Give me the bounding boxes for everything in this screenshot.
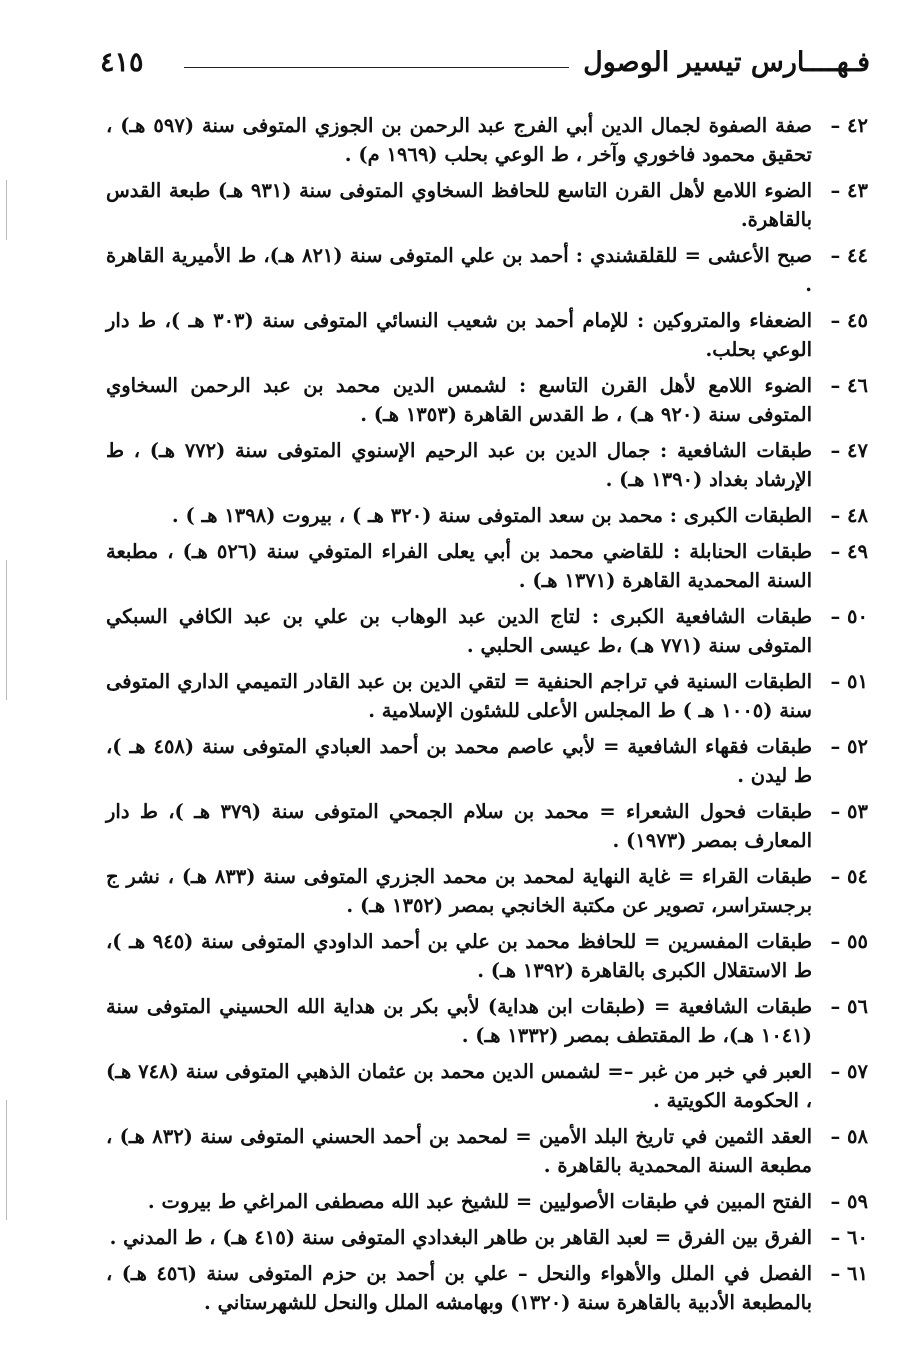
- entry-text: طبقات فقهاء الشافعية = لأبي عاصم محمد بن أحمد العبادي المتوفى سنة (٤٥٨ هـ )، ط ليدن .: [106, 735, 812, 787]
- list-item: [106, 862, 868, 920]
- entry-number: ٥١ –: [830, 670, 868, 693]
- entry-number: ٥٧ –: [830, 1060, 868, 1083]
- list-item: [106, 667, 868, 725]
- entry-text: العقد الثمين في تاريخ البلد الأمين = لمحمد بن أحمد الحسني المتوفى سنة (٨٣٢ هـ) ، مطبعة السنة المحمدية بالقاهرة .: [106, 1125, 812, 1177]
- entry-number: ٤٦ –: [830, 374, 868, 397]
- list-item: [106, 602, 868, 660]
- list-item: [106, 797, 868, 855]
- list-item: [106, 1259, 868, 1317]
- list-item: [106, 1223, 868, 1252]
- entry-text: طبقات الشافعية : جمال الدين بن عبد الرحيم الإسنوي المتوفى سنة (٧٧٢ هـ) ، ط الإرشاد بغداد (١٣٩٠ هـ) .: [106, 439, 812, 491]
- entry-number: ٤٢ –: [830, 114, 868, 137]
- list-item: [106, 371, 868, 429]
- entry-number: ٥٢ –: [830, 735, 868, 758]
- entry-number: ٥٩ –: [830, 1190, 868, 1213]
- list-item: [106, 927, 868, 985]
- entry-number: ٤٥ –: [830, 309, 868, 332]
- page-header: [100, 40, 870, 84]
- entry-text: الفرق بين الفرق = لعبد القاهر بن طاهر البغدادي المتوفى سنة (٤١٥ هـ) ، ط المدني .: [109, 1226, 812, 1249]
- list-item: [106, 306, 868, 364]
- entry-number: ٥٨ –: [830, 1125, 868, 1148]
- entry-text: الطبقات السنية في تراجم الحنفية = لتقي الدين بن عبد القادر التميمي الداري المتوفى سنة (١٠٠٥ هـ ) ط المجلس الأعلى للشئون الإسلامية .: [106, 670, 812, 722]
- entry-text: الفتح المبين في طبقات الأصوليين = للشيخ عبد الله مصطفى المراغي ط بيروت .: [147, 1190, 812, 1213]
- entry-text: صفة الصفوة لجمال الدين أبي الفرج عبد الرحمن بن الجوزي المتوفى سنة (٥٩٧ هـ) ، تحقيق محمود فاخوري وآخر ، ط الوعي بحلب (١٩٦٩ م) .: [106, 114, 812, 166]
- list-item: [106, 732, 868, 790]
- entry-text: طبقات القراء = غاية النهاية لمحمد بن محمد الجزري المتوفى سنة (٨٣٣ هـ) ، نشر ج برجستراسر، تصوير عن مكتبة الخانجي بمصر (١٣٥٢ هـ) .: [106, 865, 812, 917]
- list-item: [106, 537, 868, 595]
- entry-text: العبر في خبر من غبر –= لشمس الدين محمد بن عثمان الذهبي المتوفى سنة (٧٤٨ هـ) ، الحكومة الكويتية .: [106, 1060, 813, 1112]
- list-item: [106, 111, 868, 169]
- entry-number: ٥٤ –: [830, 865, 868, 888]
- entry-text: الضوء اللامع لأهل القرن التاسع : لشمس الدين محمد بن عبد الرحمن السخاوي المتوفى سنة (٩٢٠ هـ) ، ط القدس القاهرة (١٣٥٣ هـ) .: [106, 374, 812, 426]
- entry-text: الضعفاء والمتروكين : للإمام أحمد بن شعيب النسائي المتوفى سنة (٣٠٣ هـ )، ط دار الوعي بحلب.: [106, 309, 812, 361]
- page-edge-line: [6, 180, 7, 240]
- entry-text: طبقات فحول الشعراء = محمد بن سلام الجمحي المتوفى سنة (٣٧٩ هـ )، ط دار المعارف بمصر (١٩٧٣) .: [106, 800, 812, 852]
- entry-number: ٥٠ –: [830, 605, 868, 628]
- entry-number: ٥٣ –: [830, 800, 868, 823]
- bibliography-list: [106, 111, 868, 1324]
- list-item: [106, 436, 868, 494]
- list-item: [106, 992, 868, 1050]
- list-item: [106, 1187, 868, 1216]
- list-item: [106, 501, 868, 530]
- page-number: ٤١٥: [100, 46, 144, 78]
- entry-text: طبقات المفسرين = للحافظ محمد بن علي بن أحمد الداودي المتوفى سنة (٩٤٥ هـ )، ط الاستقلال الكبرى بالقاهرة (١٣٩٢ هـ) .: [106, 930, 813, 982]
- entry-number: ٤٨ –: [830, 504, 868, 527]
- entry-number: ٥٥ –: [830, 930, 868, 953]
- entry-text: طبقات الحنابلة : للقاضي محمد بن أبي يعلى الفراء المتوفي سنة (٥٢٦ هـ) ، مطبعة السنة المحمدية القاهرة (١٣٧١ هـ) .: [106, 540, 812, 592]
- list-item: [106, 241, 868, 299]
- list-item: [106, 1057, 868, 1115]
- entry-text: الفصل في الملل والأهواء والنحل – علي بن أحمد بن حزم المتوفى سنة (٤٥٦ هـ) ، بالمطبعة الأدبية بالقاهرة سنة (١٣٢٠) وبهامشه الملل والنحل للشهرستاني .: [106, 1262, 813, 1314]
- entry-number: ٤٩ –: [830, 540, 868, 563]
- entry-number: ٥٦ –: [830, 995, 868, 1018]
- entry-number: ٤٧ –: [830, 439, 868, 462]
- entry-number: ٤٤ –: [830, 244, 868, 267]
- list-item: [106, 176, 868, 234]
- entry-text: طبقات الشافعية = (طبقات ابن هداية) لأبي بكر بن هداية الله الحسيني المتوفى سنة (١٠٤١ هـ)، ط المقتطف بمصر (١٣٣٢ هـ) .: [106, 995, 812, 1047]
- running-title: فـهــــارس تيسير الوصول: [583, 46, 870, 78]
- list-item: [106, 1122, 868, 1180]
- entry-text: الضوء اللامع لأهل القرن التاسع للحافظ السخاوي المتوفى سنة (٩٣١ هـ) طبعة القدس بالقاهرة.: [106, 179, 812, 231]
- header-rule: [184, 67, 569, 68]
- entry-text: الطبقات الكبرى : محمد بن سعد المتوفى سنة (٣٢٠ هـ ) ، بيروت (١٣٩٨ هـ ) .: [171, 504, 812, 527]
- entry-text: طبقات الشافعية الكبرى : لتاج الدين عبد الوهاب بن علي بن عبد الكافي السبكي المتوفى سنة (٧٧١ هـ) ،ط عيسى الحلبي .: [106, 605, 812, 657]
- entry-text: صبح الأعشى = للقلقشندي : أحمد بن علي المتوفى سنة (٨٢١ هـ)، ط الأميرية القاهرة .: [106, 244, 812, 296]
- entry-number: ٦١ –: [830, 1262, 868, 1285]
- page-edge-line: [6, 1100, 7, 1220]
- entry-number: ٤٣ –: [830, 179, 868, 202]
- entry-number: ٦٠ –: [830, 1226, 868, 1249]
- page-edge-line: [6, 560, 7, 700]
